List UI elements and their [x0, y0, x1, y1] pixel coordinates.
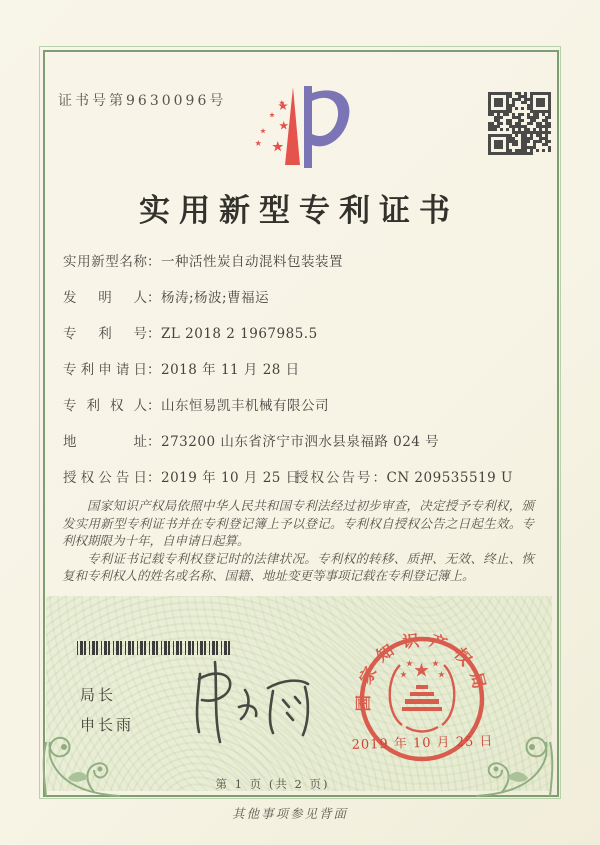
- back-note: 其他事项参见背面: [231, 806, 348, 821]
- field-row-grant: [63, 469, 538, 487]
- field-value: 2018 年 11 月 28 日: [161, 362, 300, 378]
- field-value: 杨涛;杨波;曹福运: [161, 290, 270, 306]
- field-row-inventors: [63, 289, 538, 307]
- field-label: 发明人: [63, 290, 147, 306]
- signer-name: 申长雨: [80, 716, 135, 734]
- cnipa-logo: [252, 84, 352, 169]
- field-label: 专利号: [63, 326, 147, 342]
- field-row-filing-date: [63, 361, 538, 379]
- field-value: 273200 山东省济宁市泗水县泉福路 024 号: [161, 434, 440, 450]
- colon: ：: [147, 398, 161, 414]
- field-row-patent-number: [63, 325, 538, 343]
- field-value: 山东恒易凯丰机械有限公司: [161, 398, 329, 414]
- grant-date-value: 2019 年 10 月 25 日: [161, 470, 300, 486]
- field-row-address: [63, 433, 538, 451]
- colon: ：: [147, 290, 161, 306]
- field-label: 授权公告号: [295, 470, 373, 486]
- colon: ：: [147, 254, 161, 270]
- signer-title: 局长: [80, 686, 117, 704]
- colon: ：: [147, 434, 161, 450]
- qr-code: [488, 92, 551, 155]
- field-row-patentee: [63, 397, 538, 415]
- seal-emblem-wreath: [390, 665, 455, 732]
- field-label: 专利申请日: [63, 362, 147, 378]
- grant-number-group: [295, 469, 513, 487]
- seal-date: 2019 年 10 月 25 日: [351, 734, 494, 753]
- grant-number-value: CN 209535519 U: [386, 470, 513, 486]
- seal-ring-text: 国家知识产权局: [353, 629, 492, 712]
- seal-emblem: [400, 660, 445, 711]
- legal-paragraph-2: 专利证书记载专利权登记时的法律状况。专利权的转移、质押、无效、终止、恢复和专利权人的姓名或名称、国籍、地址变更等事项记载在专利登记簿上。: [62, 550, 534, 584]
- field-label: 授权公告日: [63, 470, 147, 486]
- field-row-name: [63, 253, 538, 271]
- certificate-title: 实用新型专利证书: [139, 193, 459, 229]
- field-label: 地址: [63, 434, 147, 450]
- legal-text: [62, 497, 534, 585]
- field-value: 一种活性炭自动混料包装装置: [161, 254, 343, 270]
- colon: ：: [372, 470, 386, 486]
- field-list: [63, 253, 538, 505]
- field-label: 实用新型名称: [63, 254, 147, 270]
- colon: ：: [147, 362, 161, 378]
- certificate-number: 证书号第9630096号: [58, 93, 227, 109]
- signature: [168, 652, 323, 752]
- page-number: 第 1 页 (共 2 页): [215, 777, 330, 791]
- colon: ：: [147, 470, 161, 486]
- legal-paragraph-1: 国家知识产权局依照中华人民共和国专利法经过初步审查，决定授予专利权，颁发实用新型专利证书并在专利登记簿上予以登记。专利权自授权公告之日起生效。专利权期限为十年，自申请日起算。: [62, 498, 534, 549]
- field-value: ZL 2018 2 1967985.5: [161, 326, 318, 342]
- colon: ：: [147, 326, 161, 342]
- field-label: 专利权人: [63, 398, 147, 414]
